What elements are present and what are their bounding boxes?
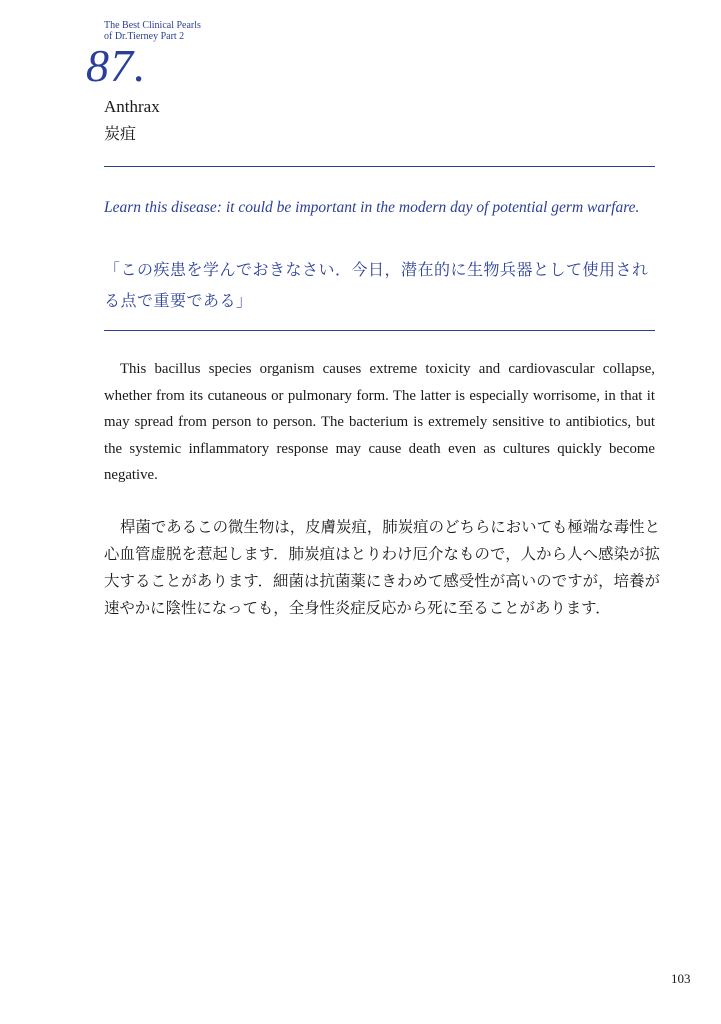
pearl-title-english: Anthrax bbox=[104, 97, 160, 116]
series-title-line2: of Dr.Tierney Part 2 bbox=[104, 31, 185, 42]
pearl-title-japanese: 炭疽 bbox=[104, 124, 137, 143]
quote-divider-bottom bbox=[104, 330, 655, 331]
body-paragraph-japanese: 桿菌であるこの微生物は，皮膚炭疽，肺炭疽のどちらにおいても極端な毒性と心血管虚脱を惹起します．肺炭疽はとりわけ厄介なもので，人から人へ感染が拡大することがあります．細菌は抗菌薬にきわめて感受性が高いのですが，培養が速やかに陰性になっても，全身性炎症反応から死に至ることがあります． bbox=[104, 518, 660, 617]
series-title bbox=[104, 20, 201, 42]
pearl-quote-english: Learn this disease: it could be important in the modern day of potential germ warfare. bbox=[104, 199, 640, 216]
pearl-number: 87. bbox=[86, 40, 147, 91]
page-number: 103 bbox=[671, 971, 691, 986]
quote-divider-top bbox=[104, 166, 655, 167]
series-title-line1: The Best Clinical Pearls bbox=[104, 20, 201, 31]
pearl-quote-japanese: 「この疾患を学んでおきなさい．今日，潜在的に生物兵器として使用される点で重要である」 bbox=[104, 260, 649, 310]
body-paragraph-english: This bacillus species organism causes extreme toxicity and cardiovascular collapse, whether from its cutaneous or pulmonary form. The latter is especially worrisome, in that it may spread from person to person. The bacterium is extremely sensitive to antibiotics, but the systemic inflammatory response may cause death even as cultures quickly become negative. bbox=[104, 361, 655, 483]
